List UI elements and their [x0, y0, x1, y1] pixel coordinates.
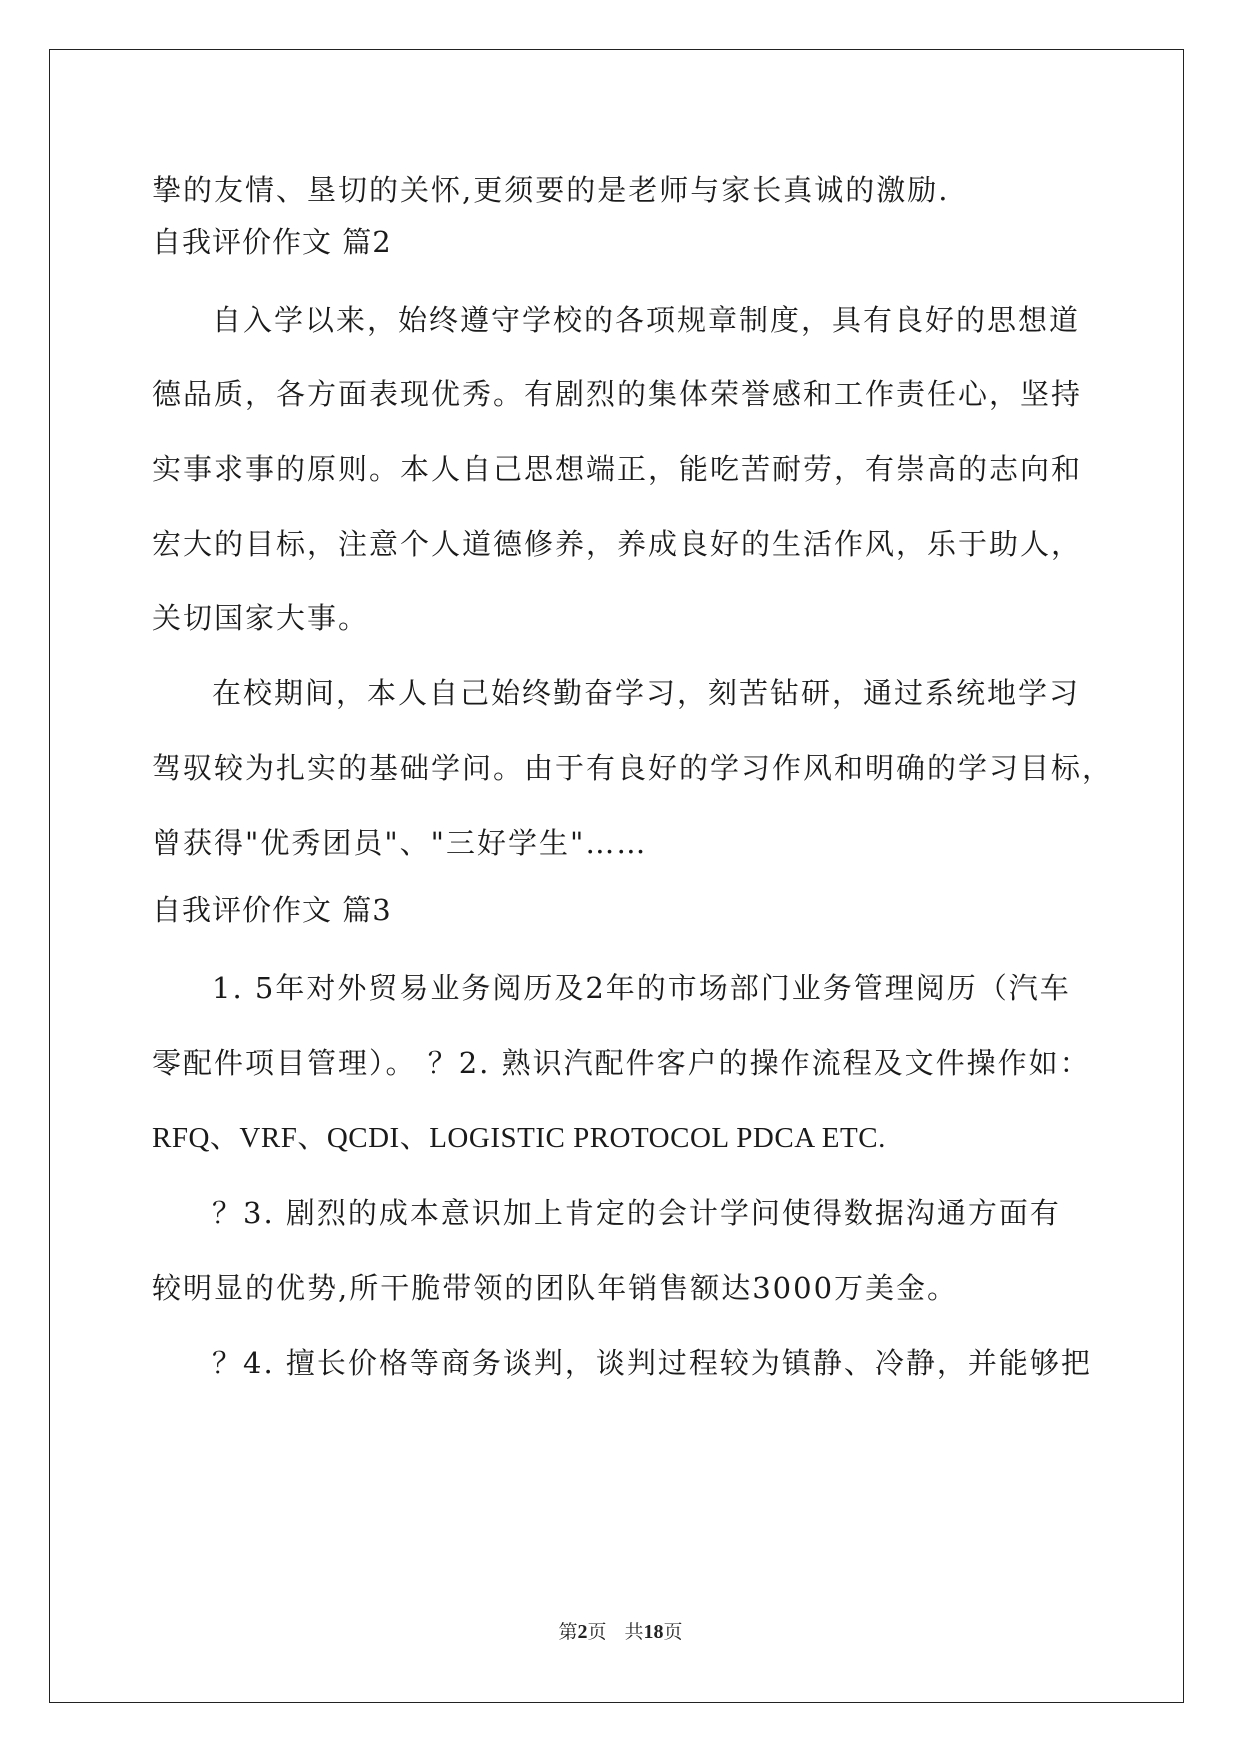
body-line: 驾驭较为扎实的基础学问。由于有良好的学习作风和明确的学习目标， [152, 751, 1114, 785]
current-page-number: 2 [577, 1621, 588, 1643]
body-line: 零配件项目管理）。 ？2. 熟识汽配件客户的操作流程及文件操作如： [152, 1046, 1091, 1080]
page-border [49, 49, 1184, 1703]
body-line: 德品质，各方面表现优秀。有剧烈的集体荣誉感和工作责任心，坚持 [152, 377, 1083, 411]
body-line: ？4. 擅长价格等商务谈判，谈判过程较为镇静、冷静，并能够把 [212, 1346, 1092, 1380]
body-line: 曾获得"优秀团员"、"三好学生"…… [152, 826, 648, 860]
body-line: 在校期间，本人自己始终勤奋学习，刻苦钻研，通过系统地学习 [212, 676, 1081, 710]
footer-page-prefix: 第 [558, 1621, 578, 1643]
section-heading: 自我评价作文 篇3 [152, 893, 392, 927]
footer-total-prefix: 共 [624, 1621, 644, 1643]
body-line: RFQ、VRF、QCDI、LOGISTIC PROTOCOL PDCA ETC. [152, 1122, 886, 1154]
section-heading: 自我评价作文 篇2 [152, 225, 392, 259]
body-line: 自入学以来，始终遵守学校的各项规章制度，具有良好的思想道 [212, 303, 1081, 337]
body-line: 宏大的目标，注意个人道德修养，养成良好的生活作风，乐于助人， [152, 527, 1083, 561]
body-line: 实事求事的原则。本人自己思想端正，能吃苦耐劳，有崇高的志向和 [152, 452, 1083, 486]
body-line: 1. 5年对外贸易业务阅历及2年的市场部门业务管理阅历（汽车 [212, 971, 1071, 1005]
body-line: 关切国家大事。 [152, 601, 370, 635]
body-line: 较明显的优势,所干脆带领的团队年销售额达3000万美金。 [152, 1271, 959, 1305]
footer-total-suffix: 页 [663, 1621, 683, 1643]
page-footer [0, 1617, 1241, 1644]
body-line: 挚的友情、垦切的关怀,更须要的是老师与家长真诚的激励. [152, 173, 950, 207]
body-line: ？3. 剧烈的成本意识加上肯定的会计学问使得数据沟通方面有 [212, 1196, 1061, 1230]
total-page-count: 18 [643, 1621, 664, 1643]
footer-page-label: 页 [587, 1621, 607, 1643]
